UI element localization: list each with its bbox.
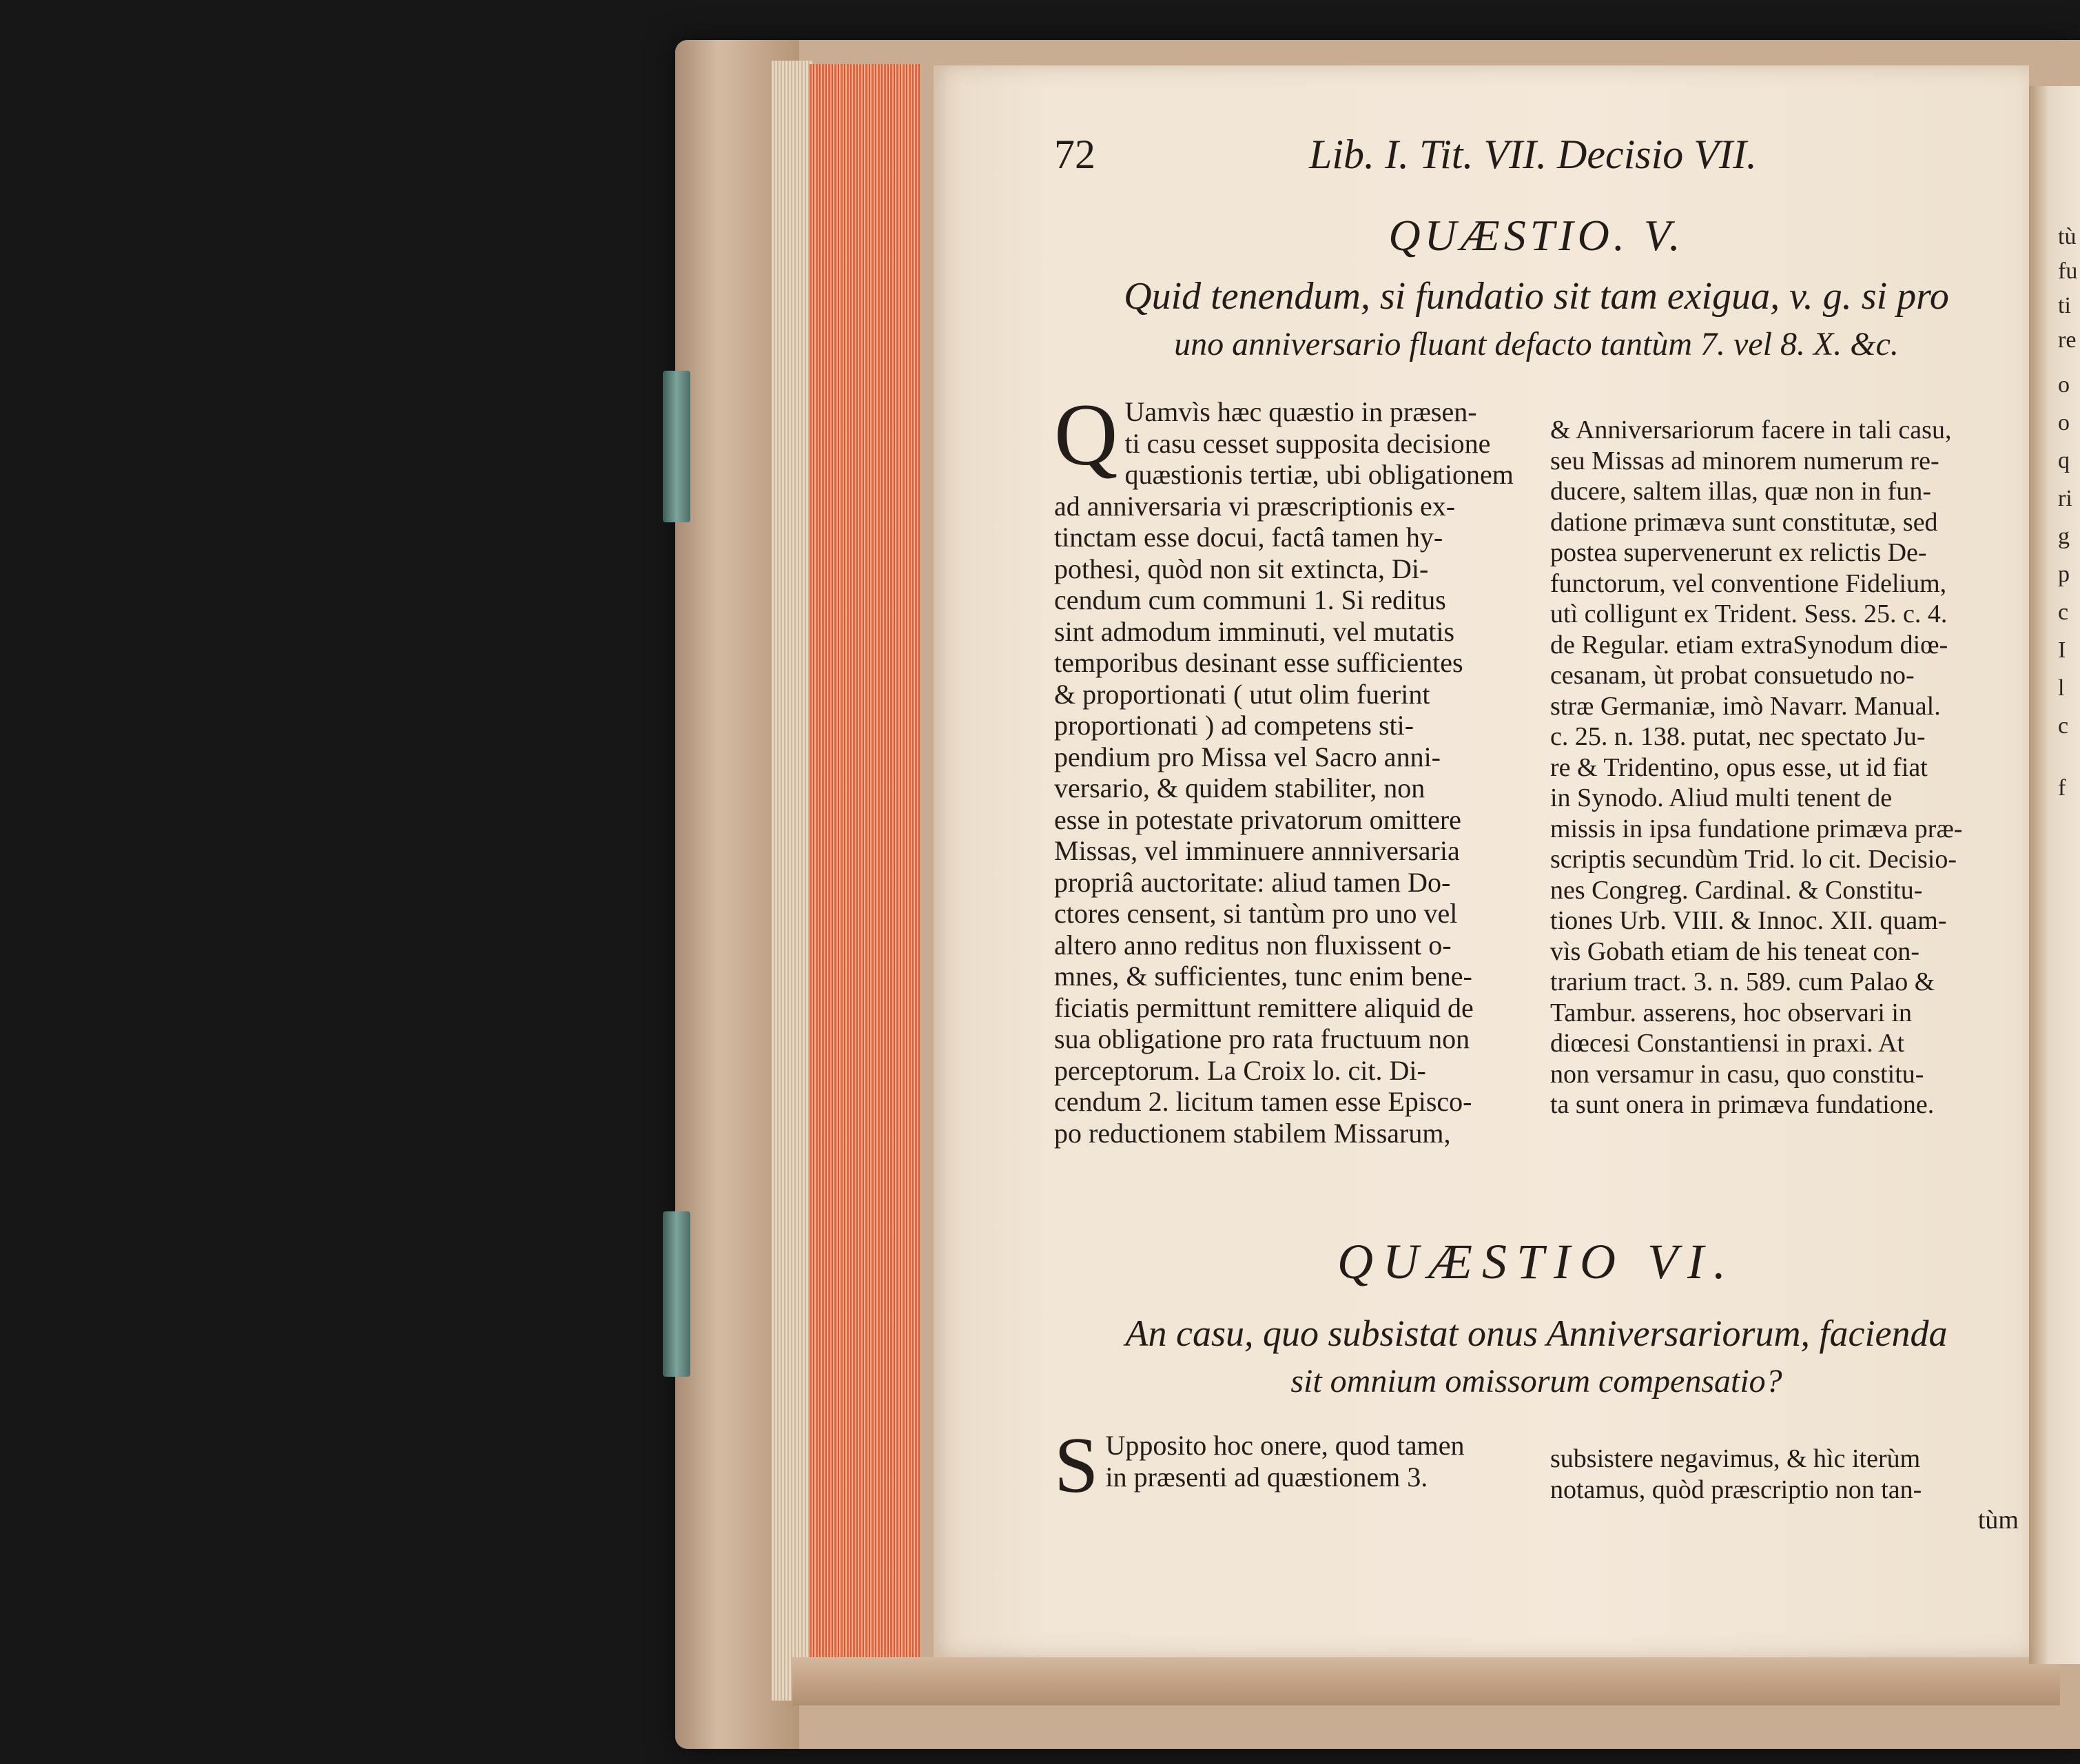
text-line: c. 25. n. 138. putat, nec spectato Ju-	[1550, 722, 1926, 751]
subtitle-line: uno anniversario fluant defacto tantùm 7. vel 8. X. &c.	[1174, 326, 1899, 362]
text-line: cendum 2. licitum tamen esse Episco-	[1054, 1086, 1472, 1117]
text-line: pothesi, quòd non sit extincta, Di-	[1054, 553, 1429, 584]
clasp-hinge-bottom	[663, 1211, 690, 1377]
text-line: vìs Gobath etiam de his teneat con-	[1550, 936, 1920, 966]
text-line: versario, & quidem stabiliter, non	[1054, 772, 1425, 803]
subtitle-line: An casu, quo subsistat onus Anniversariorum, facienda	[1125, 1313, 1948, 1354]
text-line: de Regular. etiam extraSynodum diœ-	[1550, 630, 1948, 659]
text-line: functorum, vel conventione Fidelium,	[1550, 568, 1947, 598]
text-line: ducere, saltem illas, quæ non in fun-	[1550, 477, 1931, 506]
text-line: pendium pro Missa vel Sacro anni-	[1054, 741, 1441, 772]
text-line: tiones Urb. VIII. & Innoc. XII. quam-	[1550, 906, 1947, 935]
text-line: proportionati ) ad competens sti-	[1054, 710, 1414, 741]
text-line: cendum cum communi 1. Si reditus	[1054, 584, 1446, 615]
text-line: altero anno reditus non fluxissent o-	[1054, 929, 1452, 961]
facing-fragment: q	[2058, 448, 2070, 473]
catchword: tùm	[1977, 1506, 2019, 1535]
text-line: in Synodo. Aliud multi tenent de	[1550, 783, 1893, 812]
text-line: propriâ auctoritate: aliud tamen Do-	[1054, 866, 1451, 898]
facing-fragment: f	[2058, 775, 2066, 801]
subtitle-line: sit omnium omissorum compensatio?	[1290, 1363, 1782, 1399]
clasp-hinge-top	[663, 371, 690, 522]
page-number: 72	[1054, 132, 1095, 177]
text-line: scriptis secundùm Trid. lo cit. Decisio-	[1550, 845, 1957, 874]
text-line: sint admodum imminuti, vel mutatis	[1054, 615, 1455, 647]
quaestio-6-heading: QUÆSTIO VI.	[1337, 1234, 1736, 1289]
text-line: & proportionati ( utut olim fuerint	[1054, 678, 1430, 710]
quaestio-5-right-column	[1550, 415, 2019, 1120]
text-line: notamus, quòd præscriptio non tan-	[1550, 1475, 1922, 1504]
text-line: postea supervenerunt ex relictis De-	[1550, 538, 1927, 567]
text-line: stræ Germaniæ, imò Navarr. Manual.	[1550, 691, 1941, 721]
text-line: temporibus desinant esse sufficientes	[1054, 647, 1463, 678]
text-line: Tambur. asserens, hoc observari in	[1550, 998, 1912, 1027]
facing-fragment: ri	[2058, 486, 2072, 511]
text-line: Uamvìs hæc quæstio in præsen-	[1124, 396, 1477, 427]
quaestio-6-right-column	[1550, 1444, 2019, 1536]
text-line: Missas, vel imminuere annniversaria	[1054, 835, 1460, 866]
quaestio-5-heading: QUÆSTIO. V.	[1388, 211, 1685, 260]
drop-cap: Q	[1054, 386, 1118, 484]
text-line: diœcesi Constantiensi in praxi. At	[1550, 1029, 1905, 1058]
quaestio-5-subtitle	[1054, 272, 2019, 369]
text-line: ctores censent, si tantùm pro uno vel	[1054, 898, 1458, 929]
facing-fragment: o	[2058, 410, 2070, 435]
facing-fragment: tù	[2058, 224, 2077, 249]
text-line: nes Congreg. Cardinal. & Constitu-	[1550, 875, 1923, 905]
text-line: ta sunt onera in primæva fundatione.	[1550, 1090, 1935, 1119]
text-line: perceptorum. La Croix lo. cit. Di-	[1054, 1054, 1426, 1086]
text-line: seu Missas ad minorem numerum re-	[1550, 446, 1939, 475]
facing-fragment: c	[2058, 599, 2069, 625]
red-page-edge	[810, 64, 920, 1704]
facing-fragment: p	[2058, 562, 2070, 587]
text-line: mnes, & sufficientes, tunc enim bene-	[1054, 961, 1472, 992]
text-line: po reductionem stabilem Missarum,	[1054, 1117, 1451, 1149]
facing-fragment: o	[2058, 372, 2070, 398]
facing-fragment: g	[2058, 524, 2070, 549]
text-line: non versamur in casu, quo constitu-	[1550, 1059, 1924, 1089]
text-line: trarium tract. 3. n. 589. cum Palao &	[1550, 967, 1935, 996]
drop-cap: S	[1054, 1422, 1099, 1510]
text-line: Upposito hoc onere, quod tamen	[1105, 1430, 1465, 1461]
text-line: ficiatis permittunt remittere aliquid de	[1054, 992, 1474, 1023]
text-line: cesanam, ùt probat consuetudo no-	[1550, 661, 1915, 690]
text-line: re & Tridentino, opus esse, ut id fiat	[1550, 752, 1928, 782]
quaestio-6-subtitle	[1054, 1309, 2019, 1406]
text-line: esse in potestate privatorum omittere	[1054, 803, 1461, 835]
running-head	[1054, 131, 2019, 179]
running-title: Lib. I. Tit. VII. Decisio VII.	[1309, 132, 1757, 177]
text-line: & Anniversariorum facere in tali casu,	[1550, 416, 1952, 444]
facing-fragment: fu	[2058, 258, 2078, 284]
text-line: datione primæva sunt constitutæ, sed	[1550, 507, 1938, 537]
text-line: tinctam esse docui, factâ tamen hy-	[1054, 522, 1443, 553]
subtitle-line: Quid tenendum, si fundatio sit tam exigua, v. g. si pro	[1124, 275, 1949, 318]
book-bottom-edge	[792, 1657, 2060, 1705]
facing-fragment: re	[2058, 327, 2077, 353]
quaestio-6-left-column	[1054, 1422, 1523, 1510]
text-line: utì colligunt ex Trident. Sess. 25. c. 4.	[1550, 599, 1948, 628]
text-line: sua obligatione pro rata fructuum non	[1054, 1023, 1470, 1054]
facing-fragment: ti	[2058, 293, 2071, 318]
facing-fragment: I	[2058, 637, 2066, 663]
quaestio-5-left-column	[1054, 386, 1523, 1149]
facing-page-edge	[2029, 86, 2080, 1664]
facing-fragment: l	[2058, 675, 2065, 701]
text-line: ad anniversaria vi præscriptionis ex-	[1054, 490, 1456, 522]
text-line: quæstionis tertiæ, ubi obligationem	[1124, 459, 1514, 490]
text-line: ti casu cesset supposita decisione	[1124, 427, 1491, 459]
text-line: subsistere negavimus, & hìc iterùm	[1550, 1444, 1921, 1473]
text-line: in præsenti ad quæstionem 3.	[1105, 1461, 1428, 1493]
text-line: missis in ipsa fundatione primæva præ-	[1550, 814, 1963, 843]
facing-fragment: c	[2058, 713, 2069, 739]
page-leaves	[772, 61, 813, 1701]
